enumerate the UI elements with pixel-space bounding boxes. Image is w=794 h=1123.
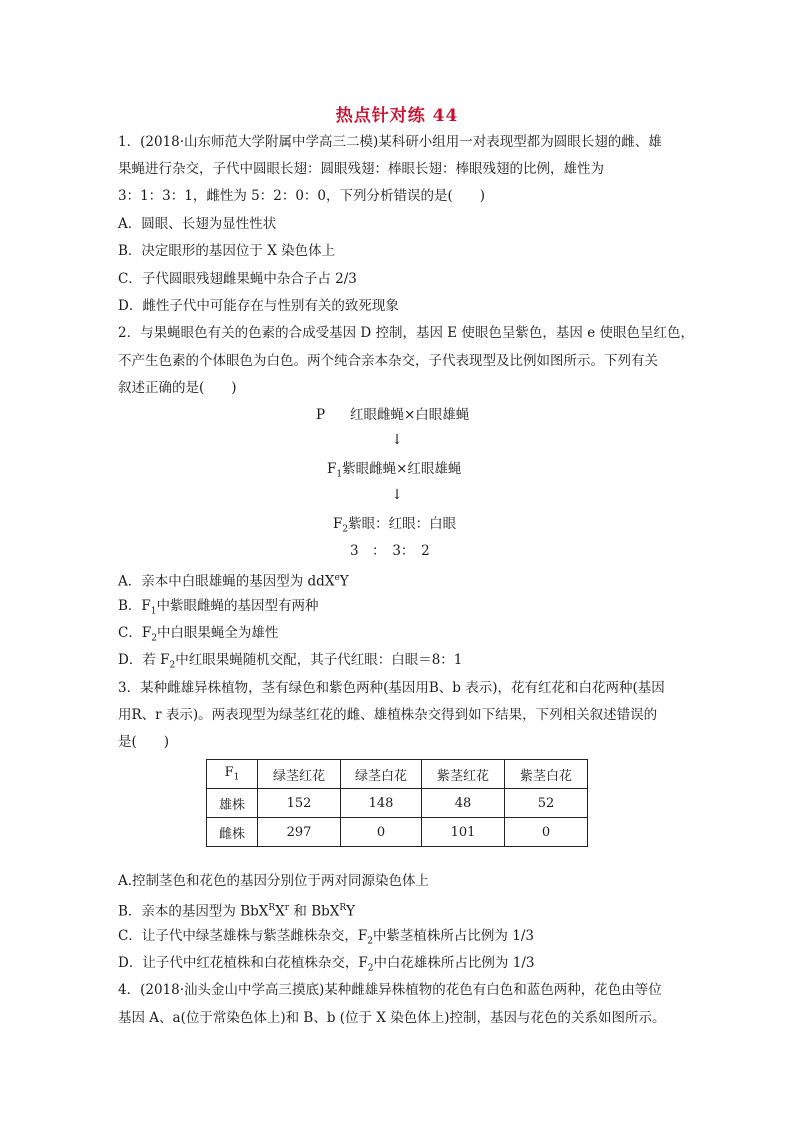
f2-phenotypes: 紫眼：红眼：白眼: [348, 516, 457, 532]
f2-subscript: 2: [342, 524, 349, 535]
q3-b-sup: R: [339, 903, 347, 913]
q3-c-text: C．让子代中绿茎雄株与紫茎雌株杂交，F: [118, 928, 368, 944]
q2-c-tail: 中白眼果蝇全为雄性: [156, 625, 279, 641]
cross-f2-ratio: 3 ： 3： 2: [350, 543, 430, 559]
table-row: [207, 818, 588, 847]
q2-d-sub: 2: [169, 660, 176, 671]
q2-stem-line-3: 叙述正确的是( ): [118, 380, 237, 396]
table-cell: 0: [505, 818, 588, 847]
table-row: [207, 789, 588, 818]
q1-option-d: D．雌性子代中可能存在与性别有关的致死现象: [118, 298, 399, 314]
table-header-cell: 绿茎白花: [341, 760, 422, 789]
q2-b-tail: 中紫眼雌蝇的基因型有两种: [156, 598, 319, 614]
f1-cross: 紫眼雌蝇×红眼雄蝇: [342, 461, 462, 477]
table-header-cell: 紫茎红花: [422, 760, 505, 789]
f2-label: F: [333, 516, 343, 532]
f1-label: F: [327, 461, 337, 477]
cross-f2-line: [333, 515, 456, 539]
table-row-label: 雌株: [207, 818, 258, 847]
q2-a-tail: Y: [339, 573, 349, 590]
table-cell: 52: [505, 789, 588, 818]
table-cell: 148: [341, 789, 422, 818]
q3-c-sub: 2: [367, 936, 373, 947]
q2-option-b: [118, 597, 319, 621]
q3-option-c: [118, 927, 534, 951]
q1-stem-line-2: 果蝇进行杂交，子代中圆眼长翅：圆眼残翅：棒眼长翅：棒眼残翅的比例，雄性为: [118, 161, 604, 177]
q2-c-text: C．F: [118, 625, 152, 641]
table-cell: 0: [341, 818, 422, 847]
q2-b-sub: 1: [150, 606, 157, 617]
q3-option-d: [118, 954, 534, 978]
q4-stem-line-1: 4．(2018·汕头金山中学高三摸底)某种雌雄异株植物的花色有白色和蓝色两种，花色由等位: [118, 982, 662, 998]
cross-arrow-1: ↓: [391, 432, 403, 448]
table-header-cell: 绿茎红花: [258, 760, 341, 789]
q3-b-tail: Y: [346, 903, 356, 920]
q4-stem-line-2: 基因 A、a(位于常染色体上)和 B、b (位于 X 染色体上)控制，基因与花色的关系如图所示。: [118, 1010, 666, 1026]
q1-stem-line-3: 3：1：3：1，雌性为 5：2：0：0，下列分析错误的是( ): [118, 188, 486, 204]
header-f-sub: 1: [233, 772, 240, 783]
q3-option-b: [118, 899, 355, 921]
q2-option-c: [118, 624, 278, 648]
table-header-row: [207, 760, 588, 789]
q3-b-text: B．亲本的基因型为 BbX: [118, 903, 269, 920]
header-f-label: F: [224, 765, 234, 781]
q3-stem-line-1: 3．某种雌雄异株植物，茎有绿色和紫色两种(基因用B、b 表示)，花有红花和白花两种(基因: [118, 680, 665, 696]
q3-stem-line-3: 是( ): [118, 734, 170, 750]
q3-b-sup: R: [268, 903, 276, 913]
f1-subscript: 1: [336, 469, 343, 480]
table-cell: 152: [258, 789, 341, 818]
q3-d-sub: 2: [367, 963, 374, 974]
q2-option-d: [118, 651, 462, 675]
q2-d-tail: 中红眼果蝇随机交配，其子代红眼：白眼＝8：1: [175, 652, 463, 668]
q2-c-sub: 2: [151, 633, 157, 644]
q1-option-c: C．子代圆眼残翅雌果蝇中杂合子占 2/3: [118, 271, 357, 287]
cross-f1-line: [327, 460, 461, 484]
q2-stem-line-1: 2．与果蝇眼色有关的色素的合成受基因 D 控制，基因 E 使眼色呈紫色，基因 e 使眼色呈红色，: [118, 325, 695, 341]
q1-option-a: A．圆眼、长翅为显性性状: [118, 216, 277, 232]
q2-option-a: [118, 569, 349, 591]
q2-b-text: B．F: [118, 598, 151, 614]
q2-a-text: A．亲本中白眼雄蝇的基因型为 ddX: [118, 573, 335, 590]
q3-b-mid: 和 BbX: [289, 903, 340, 920]
q3-d-text: D．让子代中红花植株和白花植株杂交，F: [118, 955, 368, 971]
cross-p-parents: 红眼雌蝇×白眼雄蝇: [350, 407, 470, 423]
q3-c-tail: 中紫茎植株所占比例为 1/3: [372, 928, 534, 944]
page-title: 热点针对练 44: [335, 106, 459, 126]
cross-arrow-2: ↓: [391, 487, 403, 503]
f1-results-table: [206, 759, 588, 847]
q2-a-sup: e: [334, 573, 340, 583]
q3-d-tail: 中白花雄株所占比例为 1/3: [373, 955, 535, 971]
table-cell: 101: [422, 818, 505, 847]
q2-stem-line-2: 不产生色素的个体眼色为白色。两个纯合亲本杂交，子代表现型及比例如图所示。下列有关: [118, 353, 658, 369]
table-header-cell: 紫茎白花: [505, 760, 588, 789]
table-row-label: 雄株: [207, 789, 258, 818]
q1-option-b: B．决定眼形的基因位于 X 染色体上: [118, 243, 336, 259]
q2-d-text: D．若 F: [118, 652, 170, 668]
table-cell: 297: [258, 818, 341, 847]
cross-p-label: P: [316, 407, 326, 423]
q3-option-a: A.控制茎色和花色的基因分别位于两对同源染色体上: [118, 873, 430, 889]
table-cell: 48: [422, 789, 505, 818]
table-header-f1: [207, 760, 258, 789]
q3-b-mid: X: [275, 903, 285, 920]
q1-stem-line-1: 1．(2018·山东师范大学附属中学高三二模)某科研小组用一对表现型都为圆眼长翅的雌、雄: [118, 134, 662, 150]
q3-b-sup: r: [284, 903, 290, 913]
q3-stem-line-2: 用R、r 表示)。两表现型为绿茎红花的雌、雄植株杂交得到如下结果，下列相关叙述错误的: [118, 707, 658, 723]
